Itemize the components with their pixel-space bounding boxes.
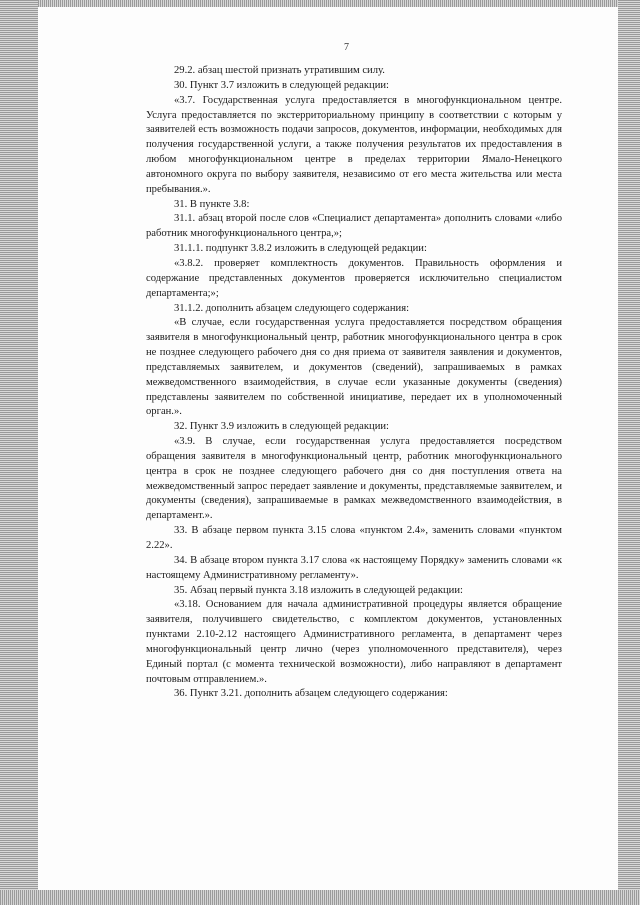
document-body — [146, 64, 562, 702]
paragraph-30: 30. Пункт 3.7 изложить в следующей редакции: — [174, 79, 389, 91]
paragraph-29-2: 29.2. абзац шестой признать утратившим силу. — [174, 65, 385, 76]
scan-border-top — [0, 0, 640, 7]
paragraph-3-9: «3.9. В случае, если государственная услуга предоставляется посредством обращения заявителя в многофункциональный центр, работник многофункционального центра в срок не позднее следующего рабочего дня со дня поступления ответа на межведомственный запрос передает заявление и документы, представляемые заявителем, и документы (сведения), запрашиваемые в рамках межведомственного взаимодействия, в департамент.». — [146, 436, 562, 522]
paragraph-3-18: «3.18. Основанием для начала административной процедуры является обращение заявителя, получившего свидетельство, с комплектом документов, установленных пунктами 2.10-2.12 настоящего Административного регламента, в департамент через многофункциональный центр лично (через уполномоченного представителя), через Единый портал (с момента технической возможности), либо направляют в департамент почтовым отправлением.». — [146, 599, 562, 685]
page-number: 7 — [344, 42, 349, 53]
paragraph-32: 32. Пункт 3.9 изложить в следующей редакции: — [174, 421, 389, 433]
paragraph-3-7: «3.7. Государственная услуга предоставляется в многофункциональном центре. Услуга предоставляется по экстерриториальному принципу в соответствии с которым у заявителей есть возможность подачи запросов, документов, информации, необходимых для получения государственной услуги, а также получения результатов их предоставления в любом многофункциональном центре в пределах территории Ямало-Ненецкого автономного округа по выбору заявителя, независимо от его места жительства или места пребывания.». — [146, 94, 562, 195]
paragraph-3-8-2: «3.8.2. проверяет комплектность документов. Правильность оформления и содержание представленных документов проверяется исключительно специалистом департамента;»; — [146, 257, 562, 299]
scan-border-right — [618, 0, 640, 905]
paragraph-33: 33. В абзаце первом пункта 3.15 слова «пунктом 2.4», заменить словами «пунктом 2.22». — [146, 525, 562, 551]
paragraph-31-1-2: 31.1.2. дополнить абзацем следующего содержания: — [174, 302, 410, 314]
paragraph-31-1-1: 31.1.1. подпункт 3.8.2 изложить в следующей редакции: — [174, 243, 427, 255]
paragraph-36: 36. Пункт 3.21. дополнить абзацем следующего содержания: — [174, 688, 448, 700]
paragraph-mfc-transfer: «В случае, если государственная услуга предоставляется посредством обращения заявителя в многофункциональный центр, работник многофункционального центра в срок не позднее следующего рабочего дня со дня приема от заявителя заявления и документов, представляемых заявителем, и документов (сведений), запрашиваемых в рамках межведомственного взаимодействия, в случае если указанные документы (сведения) представлены заявителем по собственной инициативе, передает их в уполномоченный орган.». — [146, 317, 562, 418]
paragraph-34: 34. В абзаце втором пункта 3.17 слова «к настоящему Порядку» заменить словами «к настоящему Административному регламенту». — [146, 554, 562, 581]
paragraph-31: 31. В пункте 3.8: — [174, 198, 250, 210]
scan-border-left — [0, 0, 38, 905]
paragraph-35: 35. Абзац первый пункта 3.18 изложить в следующей редакции: — [174, 584, 463, 596]
paragraph-31-1: 31.1. абзац второй после слов «Специалист департамента» дополнить словами «либо работник многофункционального центра,»; — [146, 213, 562, 240]
scan-border-bottom — [0, 890, 640, 905]
